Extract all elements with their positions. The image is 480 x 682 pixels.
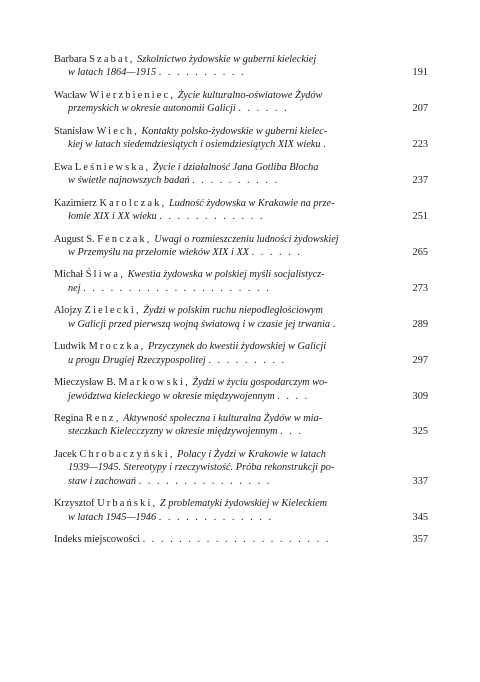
leader-dots: . . . . <box>277 390 310 402</box>
toc-entry[interactable] <box>54 233 428 260</box>
table-of-contents <box>54 53 428 556</box>
author-first-name: Regina <box>54 413 84 425</box>
leader-dots: . . . . . . . . . . . . . . . . . . . . . <box>83 282 271 294</box>
toc-entry[interactable] <box>54 268 428 295</box>
author-surname: Fenczak, <box>97 233 152 245</box>
entry-line-1 <box>54 376 398 389</box>
entry-line-1 <box>54 268 398 281</box>
leader-dots: . . . . . . <box>251 246 302 258</box>
entry-line-2 <box>54 461 398 474</box>
page-number: 309 <box>412 390 428 402</box>
entry-line-2 <box>54 511 398 524</box>
entry-line-2 <box>54 138 398 151</box>
entry-line-1 <box>54 412 398 425</box>
entry-line-1 <box>54 233 398 246</box>
entry-line-2 <box>54 282 398 295</box>
entry-line-1 <box>54 340 398 353</box>
toc-entry[interactable] <box>54 197 428 224</box>
toc-entry[interactable] <box>54 89 428 116</box>
toc-entry[interactable] <box>54 161 428 188</box>
entry-title-continued: staw i zachowań <box>68 475 137 487</box>
leader-dots: . . . . . . . . . . . . <box>159 211 265 223</box>
entry-title-continued: w Przemyślu na przełomie wieków XIX i XX <box>68 246 250 258</box>
entry-title: Aktywność społeczna i kulturalna Żydów w mia- <box>123 413 323 425</box>
page-number: 273 <box>412 282 428 294</box>
entry-title: Życie kulturalno-oświatowe Żydów <box>177 89 323 101</box>
entry-title: Polacy i Żydzi w Krakowie w latach <box>177 448 326 460</box>
author-surname: Urbański, <box>97 498 158 510</box>
entry-title-continued: łomie XIX i XX wieku <box>68 211 157 223</box>
entry-line-1 <box>54 89 398 102</box>
leader-dots: . . . . . . . . . . <box>192 175 280 187</box>
page-number: 223 <box>412 139 428 151</box>
author-first-name: Krzysztof <box>54 498 95 510</box>
entry-line-2 <box>54 102 398 115</box>
author-surname: Wiech, <box>96 125 139 137</box>
toc-entry[interactable] <box>54 448 428 488</box>
entry-line-1 <box>54 533 398 546</box>
entry-title-continued: w świetle najnowszych badań <box>68 175 190 187</box>
author-surname: Wierzbieniec, <box>89 89 176 101</box>
leader-dots: . . . . . . . . . <box>208 354 287 366</box>
toc-entry[interactable] <box>54 53 428 80</box>
entry-line-2 <box>54 174 398 187</box>
entry-line-2 <box>54 246 398 259</box>
entry-line-2 <box>54 318 398 331</box>
author-surname: Mroczka, <box>88 341 146 353</box>
author-first-name: Jacek <box>54 448 77 460</box>
author-first-name: Stanisław <box>54 125 95 137</box>
page-number: 325 <box>412 426 428 438</box>
entry-title-continued: u progu Drugiej Rzeczypospolitej <box>68 354 206 366</box>
page-number: 337 <box>412 475 428 487</box>
entry-title: Żydzi w życiu gospodarczym wo- <box>192 377 328 389</box>
toc-entry[interactable] <box>54 340 428 367</box>
author-surname: Śliwa, <box>85 269 125 281</box>
entry-title: Z problematyki żydowskiej w Kieleckiem <box>159 498 328 510</box>
entry-title-continued: jewództwa kieleckiego w okresie międzywojennym <box>68 390 275 402</box>
entry-title-continued: steczkach Kielecczyzny w okresie międzywojennym <box>68 426 278 438</box>
leader-dots: . . . . . . <box>238 103 289 115</box>
entry-title: Żydzi w polskim ruchu niepodległościowym <box>143 305 323 317</box>
page-number: 357 <box>412 534 428 546</box>
author-first-name: Mieczysław B. <box>54 377 116 389</box>
leader-dots: . . . . . . . . . . . . . . . . . . . . . <box>142 534 331 546</box>
entry-line-2 <box>54 66 398 79</box>
entry-title-continued: 1939—1945. Stereotypy i rzeczywistość. Próba rekonstrukcji po- <box>68 462 335 474</box>
entry-line-1 <box>54 161 398 174</box>
entry-title: Kontakty polsko-żydowskie w guberni kielec- <box>141 125 328 137</box>
author-first-name: Ewa <box>54 161 73 173</box>
page-number: 297 <box>412 354 428 366</box>
page-number: 207 <box>412 103 428 115</box>
author-surname: Leśniewska, <box>74 161 151 173</box>
author-surname: Szabat, <box>89 54 135 65</box>
leader-dots: . <box>323 139 328 151</box>
entry-title-continued: przemyskich w okresie autonomii Galicji <box>68 103 236 115</box>
entry-title-continued: nej <box>68 282 81 294</box>
author-first-name: August S. <box>54 233 95 245</box>
toc-entry[interactable] <box>54 376 428 403</box>
page-number: 289 <box>412 318 428 330</box>
entry-title: Ludność żydowska w Krakowie na prze- <box>168 197 335 209</box>
entry-line-1 <box>54 448 398 461</box>
author-surname: Chrobaczyński, <box>79 448 175 460</box>
entry-title-continued: w latach 1864—1915 <box>68 67 157 79</box>
author-first-name: Michał <box>54 269 84 281</box>
page-number: 251 <box>412 211 428 223</box>
entry-title-continued: w Galicji przed pierwszą wojną światową i w czasie jej trwania <box>68 318 331 330</box>
entry-title-continued: kiej w latach siedemdziesiątych i osiemdziesiątych XIX wieku <box>68 139 321 151</box>
leader-dots: . . . . . . . . . . . . . . . <box>138 475 272 487</box>
toc-entry[interactable] <box>54 125 428 152</box>
author-surname: Renz, <box>85 413 121 425</box>
entry-line-3 <box>54 475 398 488</box>
leader-dots: . . . <box>280 426 303 438</box>
entry-title: Uwagi o rozmieszczeniu ludności żydowskiej <box>154 233 339 245</box>
leader-dots: . . . . . . . . . . <box>158 67 246 79</box>
entry-title: Życie i działalność Jana Gotliba Blocha <box>152 161 319 173</box>
toc-entry-index[interactable] <box>54 533 428 546</box>
entry-line-2 <box>54 425 398 438</box>
index-label: Indeks miejscowości <box>54 534 141 546</box>
entry-title: Szkolnictwo żydowskie w guberni kieleckiej <box>137 54 317 65</box>
page-number: 265 <box>412 246 428 258</box>
entry-title: Przyczynek do kwestii żydowskiej w Galicji <box>147 341 327 353</box>
entry-line-1 <box>54 53 398 66</box>
page-number: 191 <box>412 67 428 79</box>
author-surname: Karolczak, <box>99 197 167 209</box>
toc-entry[interactable] <box>54 497 428 524</box>
page-number: 345 <box>412 511 428 523</box>
page-number: 237 <box>412 175 428 187</box>
author-first-name: Alojzy <box>54 305 83 317</box>
leader-dots: . <box>332 318 338 330</box>
author-first-name: Barbara <box>54 54 87 65</box>
entry-title-continued: w latach 1945—1946 <box>68 511 157 523</box>
entry-line-1 <box>54 497 398 510</box>
entry-line-2 <box>54 390 398 403</box>
author-first-name: Kazimierz <box>54 197 97 209</box>
entry-line-1 <box>54 125 398 138</box>
author-surname: Markowski, <box>118 377 190 389</box>
author-surname: Zielecki, <box>84 305 141 317</box>
entry-line-1 <box>54 197 398 210</box>
entry-line-2 <box>54 354 398 367</box>
toc-entry[interactable] <box>54 412 428 439</box>
entry-line-2 <box>54 210 398 223</box>
toc-entry[interactable] <box>54 304 428 331</box>
leader-dots: . . . . . . . . . . . . . <box>158 511 274 523</box>
author-first-name: Wacław <box>54 89 87 101</box>
entry-line-1 <box>54 304 398 317</box>
author-first-name: Ludwik <box>54 341 87 353</box>
entry-title: Kwestia żydowska w polskiej myśli socjalistycz- <box>127 269 325 281</box>
